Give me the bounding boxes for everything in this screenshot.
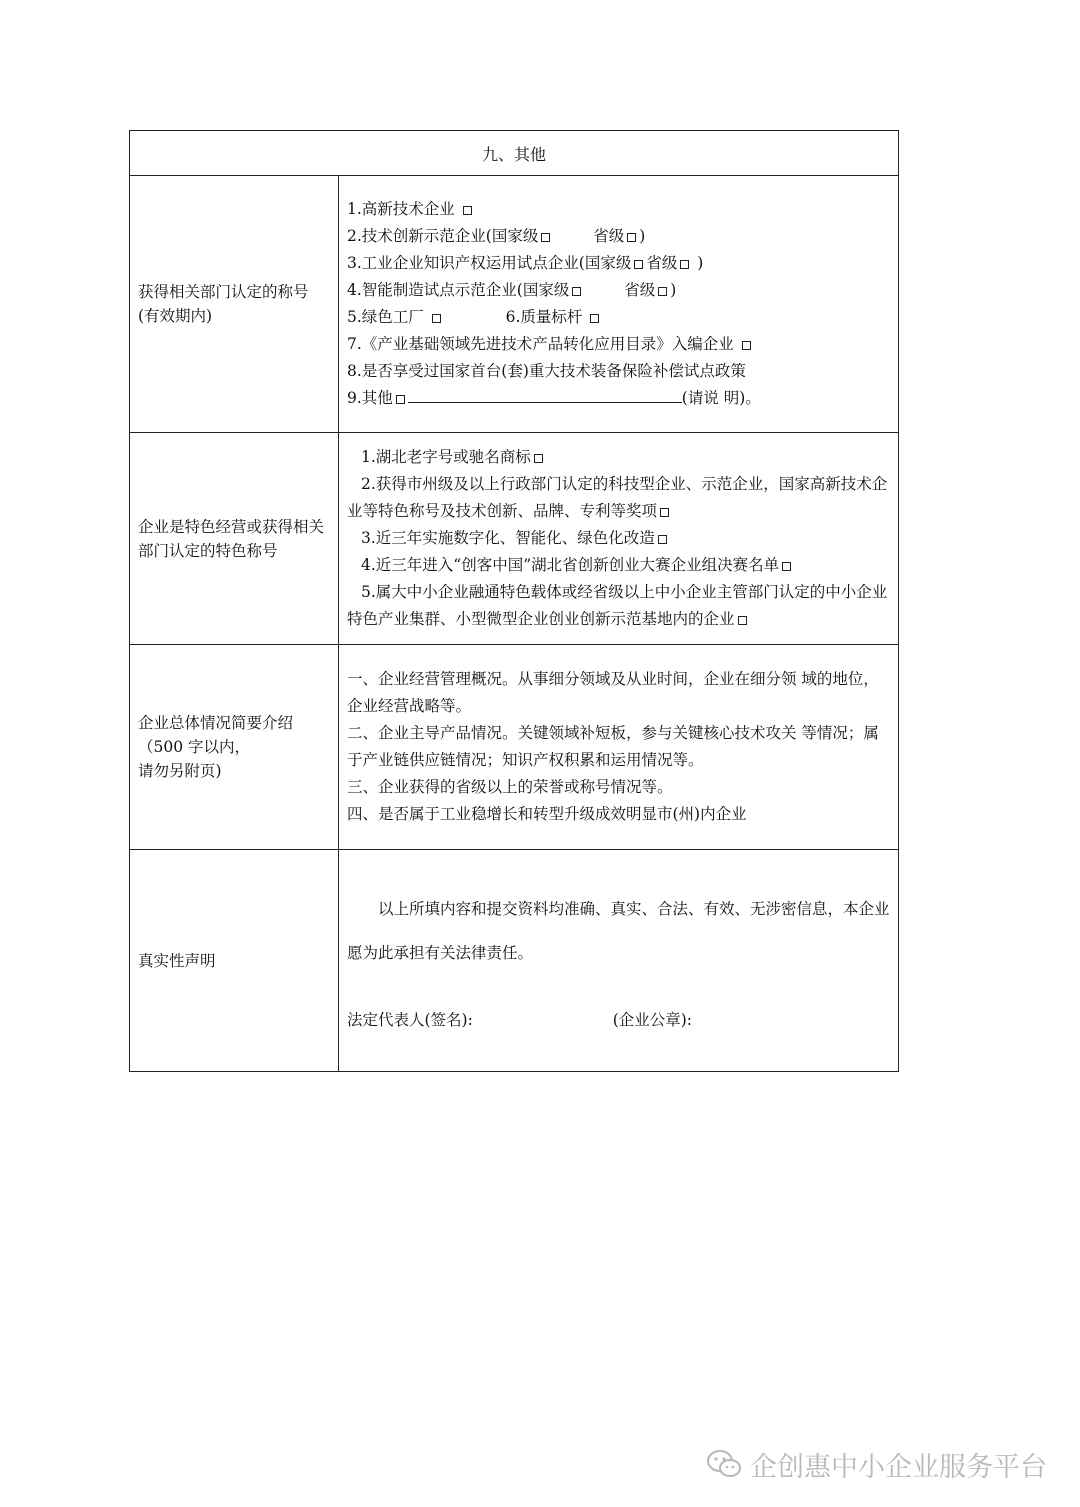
signature-line: [347, 1007, 892, 1034]
title-item-3-end: ): [692, 254, 704, 272]
title-item-8: [347, 358, 892, 385]
checkbox-ip-national[interactable]: [634, 260, 643, 269]
overview-label-line3: 请勿另附页): [138, 762, 222, 780]
title-item-7-text: 7.《产业基础领域先进技术产品转化应用目录》入编企业: [347, 335, 734, 353]
application-form-table: [129, 130, 899, 1072]
wechat-icon: [706, 1449, 742, 1479]
title-item-9-end: (请说 明)。: [681, 389, 761, 407]
feature-item-5: [347, 579, 892, 633]
title-item-6-text: 6.质量标杆: [505, 308, 583, 326]
overview-item-2: 二、企业主导产品情况。关键领域补短板，参与关键核心技术攻关 等情况；属于产业链供应链情况；知识产权积累和运用情况等。: [347, 724, 879, 769]
checkbox-feature-1[interactable]: [534, 454, 543, 463]
feature-item-5-text: 5.属大中小企业融通特色载体或经省级以上中小企业主管部门认定的中小企业特色产业集群、小型微型企业创业创新示范基地内的企业: [347, 583, 888, 628]
overview-item-1: 一、企业经营管理概况。从事细分领域及从业时间，企业在细分领 域的地位，企业经营战略等。: [347, 670, 879, 715]
legal-representative-signature[interactable]: 法定代表人(签名):: [347, 1011, 473, 1029]
title-item-5-text: 5.绿色工厂: [347, 308, 424, 326]
checkbox-feature-5[interactable]: [738, 616, 747, 625]
company-seal[interactable]: (企业公章):: [612, 1011, 693, 1029]
feature-item-4: [347, 552, 892, 579]
title-item-2-text: 2.技术创新示范企业(国家级: [347, 227, 539, 245]
feature-item-3: [347, 525, 892, 552]
titles-label: 获得相关部门认定的称号(有效期内): [130, 176, 339, 433]
title-item-3: [347, 250, 892, 277]
title-item-9-text: 9.其他: [347, 389, 393, 407]
overview-row: [130, 645, 899, 850]
overview-label: [130, 645, 339, 850]
title-item-2-mid: 省级: [593, 227, 625, 245]
feature-item-2-text: 2.获得市州级及以上行政部门认定的科技型企业、示范企业，国家高新技术企业等特色称号及技术创新、品牌、专利等奖项: [347, 475, 888, 520]
feature-item-3-text: 3.近三年实施数字化、智能化、绿色化改造: [361, 529, 655, 547]
section-title: 九、其他: [130, 131, 899, 176]
declaration-row: [130, 850, 899, 1072]
title-item-2-end: ): [639, 227, 646, 245]
title-item-3-text: 3.工业企业知识产权运用试点企业(国家级: [347, 254, 632, 272]
overview-content: [339, 645, 899, 850]
overview-label-line1: 企业总体情况简要介绍: [138, 714, 294, 732]
checkbox-other[interactable]: [396, 395, 405, 404]
overview-item-4: 四、是否属于工业稳增长和转型升级成效明显市(州)内企业: [347, 805, 747, 823]
checkbox-quality-benchmark[interactable]: [590, 314, 599, 323]
title-item-4-text: 4.智能制造试点示范企业(国家级: [347, 281, 570, 299]
titles-content: [339, 176, 899, 433]
feature-item-1: [347, 444, 892, 471]
checkbox-green-factory[interactable]: [432, 314, 441, 323]
title-item-3-mid: 省级: [646, 254, 678, 272]
checkbox-smart-national[interactable]: [572, 287, 581, 296]
checkbox-high-tech[interactable]: [463, 206, 472, 215]
other-description-field[interactable]: [408, 386, 682, 403]
watermark-text: 企创惠中小企业服务平台: [750, 1451, 1047, 1483]
title-item-5: [347, 304, 892, 331]
checkbox-feature-3[interactable]: [658, 535, 667, 544]
declaration-content: [339, 850, 899, 1072]
declaration-statement: 以上所填内容和提交资料均准确、真实、合法、有效、无涉密信息，本企业愿为此承担有关法律责任。: [347, 900, 890, 962]
title-item-1: [347, 196, 892, 223]
overview-item-3: 三、企业获得的省级以上的荣誉或称号情况等。: [347, 778, 673, 796]
checkbox-innovation-national[interactable]: [541, 233, 550, 242]
title-item-4-mid: 省级: [624, 281, 656, 299]
features-content: [339, 433, 899, 645]
checkbox-smart-provincial[interactable]: [658, 287, 667, 296]
features-row: [130, 433, 899, 645]
title-item-8-text: 8.是否享受过国家首台(套)重大技术装备保险补偿试点政策: [347, 362, 746, 380]
features-label: 企业是特色经营或获得相关部门认定的特色称号: [130, 433, 339, 645]
feature-item-2: [347, 471, 892, 525]
declaration-label: 真实性声明: [130, 850, 339, 1072]
title-item-4-end: ): [670, 281, 677, 299]
feature-item-1-text: 1.湖北老字号或驰名商标: [361, 448, 531, 466]
watermark: [706, 1444, 1047, 1484]
checkbox-feature-2[interactable]: [660, 508, 669, 517]
checkbox-ip-provincial[interactable]: [680, 260, 689, 269]
feature-item-4-text: 4.近三年进入“创客中国”湖北省创新创业大赛企业组决赛名单: [361, 556, 780, 574]
title-item-4: [347, 277, 892, 304]
title-item-7: [347, 331, 892, 358]
checkbox-innovation-provincial[interactable]: [627, 233, 636, 242]
title-item-2: [347, 223, 892, 250]
overview-label-line2: （500 字以内，: [138, 738, 251, 756]
checkbox-feature-4[interactable]: [782, 562, 791, 571]
checkbox-catalog[interactable]: [742, 341, 751, 350]
titles-row: [130, 176, 899, 433]
title-item-1-text: 1.高新技术企业: [347, 200, 455, 218]
title-item-9: [347, 385, 892, 412]
